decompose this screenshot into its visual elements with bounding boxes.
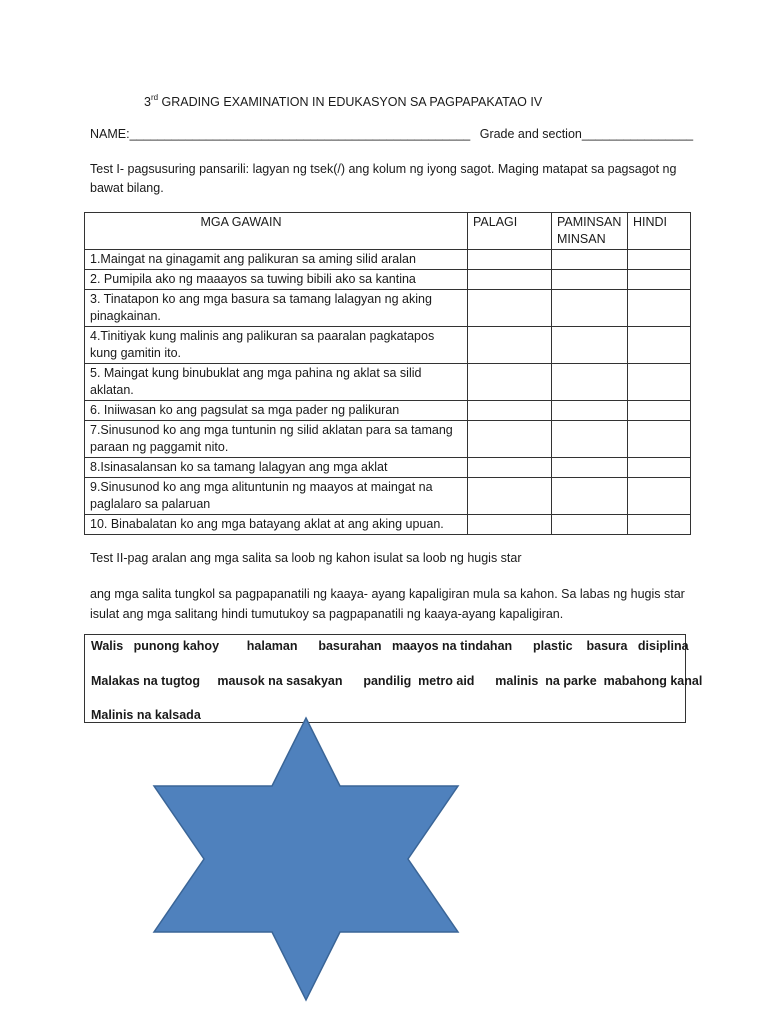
row-text: 3. Tinatapon ko ang mga basura sa tamang lalagyan ng aking pinagkainan. <box>85 290 468 327</box>
word-box <box>84 634 703 723</box>
row-text: 2. Pumipila ako ng maaayos sa tuwing bibili ako sa kantina <box>85 270 468 290</box>
table-row <box>85 250 691 270</box>
check-cell-hindi[interactable] <box>628 421 691 458</box>
row-text: 10. Binabalatan ko ang mga batayang aklat at ang aking upuan. <box>85 515 468 535</box>
check-cell-hindi[interactable] <box>628 401 691 421</box>
check-cell-palagi[interactable] <box>468 270 552 290</box>
check-cell-paminsan[interactable] <box>552 364 628 401</box>
row-text: 4.Tinitiyak kung malinis ang palikuran sa paaralan pagkatapos kung gamitin ito. <box>85 327 468 364</box>
row-text: 6. Iniiwasan ko ang pagsulat sa mga pader ng palikuran <box>85 401 468 421</box>
check-cell-paminsan[interactable] <box>552 478 628 515</box>
row-text: 1.Maingat na ginagamit ang palikuran sa aming silid aralan <box>85 250 468 270</box>
check-cell-hindi[interactable] <box>628 250 691 270</box>
column-header-paminsan: PAMINSAN MINSAN <box>552 213 628 250</box>
table-row <box>85 290 691 327</box>
test1-table <box>84 212 691 535</box>
table-row <box>85 421 691 458</box>
check-cell-palagi[interactable] <box>468 290 552 327</box>
row-text: 5. Maingat kung binubuklat ang mga pahina ng aklat sa silid aklatan. <box>85 364 468 401</box>
table-row <box>85 458 691 478</box>
star-shape[interactable] <box>150 716 462 1002</box>
check-cell-paminsan[interactable] <box>552 327 628 364</box>
check-cell-paminsan[interactable] <box>552 270 628 290</box>
name-field[interactable]: NAME:_________________________________________________ <box>90 127 471 141</box>
check-cell-paminsan[interactable] <box>552 290 628 327</box>
check-cell-palagi[interactable] <box>468 421 552 458</box>
column-header-hindi: HINDI <box>628 213 691 250</box>
check-cell-hindi[interactable] <box>628 478 691 515</box>
name-grade-line <box>90 127 693 141</box>
check-cell-paminsan[interactable] <box>552 401 628 421</box>
check-cell-palagi[interactable] <box>468 327 552 364</box>
test2-heading: Test II-pag aralan ang mga salita sa loob ng kahon isulat sa loob ng hugis star <box>90 551 522 565</box>
row-text: 9.Sinusunod ko ang mga alituntunin ng maayos at maingat na paglalaro sa palaruan <box>85 478 468 515</box>
table-row <box>85 515 691 535</box>
check-cell-palagi[interactable] <box>468 364 552 401</box>
check-cell-palagi[interactable] <box>468 458 552 478</box>
word-row: Walis punong kahoy halaman basurahan maayos na tindahan plastic basura disiplina <box>91 639 689 653</box>
check-cell-palagi[interactable] <box>468 478 552 515</box>
check-cell-paminsan[interactable] <box>552 421 628 458</box>
check-cell-hindi[interactable] <box>628 290 691 327</box>
table-row <box>85 401 691 421</box>
check-cell-hindi[interactable] <box>628 458 691 478</box>
column-header-gawain: MGA GAWAIN <box>85 213 468 250</box>
test2-instructions: ang mga salita tungkol sa pagpapanatili ng kaaya- ayang kapaligiran mula sa kahon. Sa labas ng hugis star isulat ang mga salitang hindi tumutukoy sa pagpapanatili ng kaaya-ayang kapaligiran. <box>90 587 685 621</box>
check-cell-hindi[interactable] <box>628 327 691 364</box>
table-row <box>85 478 691 515</box>
table-row <box>85 364 691 401</box>
check-cell-paminsan[interactable] <box>552 458 628 478</box>
star-polygon[interactable] <box>154 718 458 1000</box>
check-cell-hindi[interactable] <box>628 515 691 535</box>
grade-section-field[interactable]: Grade and section________________ <box>479 127 694 141</box>
check-cell-hindi[interactable] <box>628 364 691 401</box>
check-cell-palagi[interactable] <box>468 401 552 421</box>
test1-instructions: Test I- pagsusuring pansarili: lagyan ng tsek(/) ang kolum ng iyong sagot. Maging matapat sa pagsagot ng bawat bilang. <box>90 162 677 195</box>
word-row: Malinis na kalsada <box>91 708 201 722</box>
table-row <box>85 327 691 364</box>
word-row: Malakas na tugtog mausok na sasakyan pandilig metro aid malinis na parke mabahong kanal <box>91 674 703 688</box>
exam-title: 3rd GRADING EXAMINATION IN EDUKASYON SA PAGPAPAKATAO IV <box>144 93 543 110</box>
check-cell-paminsan[interactable] <box>552 515 628 535</box>
table-header-row <box>85 213 691 250</box>
row-text: 8.Isinasalansan ko sa tamang lalagyan ang mga aklat <box>85 458 468 478</box>
table-row <box>85 270 691 290</box>
column-header-palagi: PALAGI <box>468 213 552 250</box>
check-cell-palagi[interactable] <box>468 515 552 535</box>
check-cell-palagi[interactable] <box>468 250 552 270</box>
check-cell-hindi[interactable] <box>628 270 691 290</box>
row-text: 7.Sinusunod ko ang mga tuntunin ng silid aklatan para sa tamang paraan ng paggamit nito. <box>85 421 468 458</box>
check-cell-paminsan[interactable] <box>552 250 628 270</box>
